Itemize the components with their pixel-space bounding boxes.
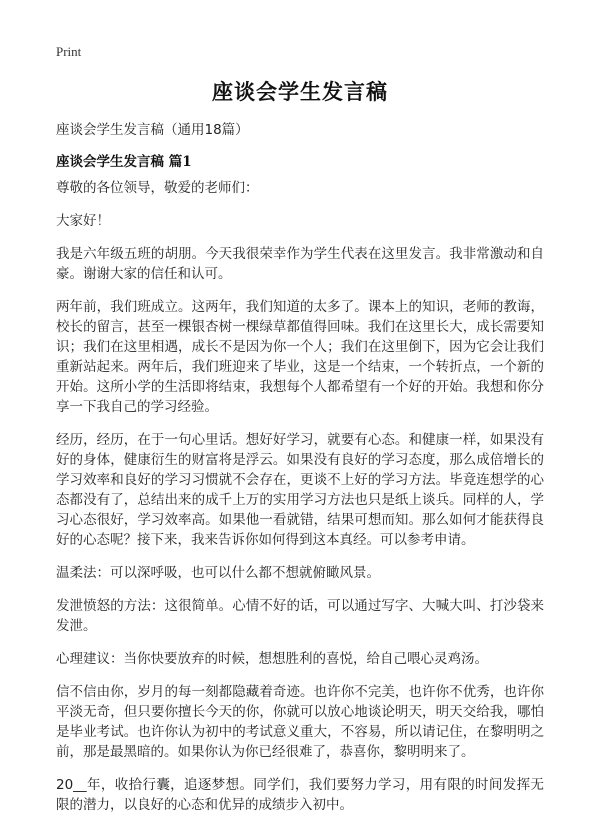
paragraph: 信不信由你，岁月的每一刻都隐藏着奇迹。也许你不完美，也许你不优秀，也许你平淡无奇，但只要你擅长今天的你，你就可以放心地谈论明天，明天交给我，哪怕是毕业考试。也许你认为初中的考试意义重大，不容易，所以请记住，在黎明明之前，那是最黑暗的。如果你认为你已经很难了，恭喜你，黎明明来了。	[56, 684, 544, 760]
print-link[interactable]: Print	[56, 44, 82, 59]
document-subtitle: 座谈会学生发言稿（通用18篇）	[56, 122, 249, 138]
section-heading: 座谈会学生发言稿 篇1	[56, 154, 192, 170]
paragraph-closing: 20__年，收拾行囊，追逐梦想。同学们，我们要努力学习，用有限的时间发挥无限的潜力，以良好的心态和优异的成绩步入初中。	[56, 777, 544, 813]
paragraph: 发泄愤怒的方法：这很简单。心情不好的话，可以通过写字、大喊大叫、打沙袋来发泄。	[56, 598, 544, 634]
paragraph: 两年前，我们班成立。这两年，我们知道的太多了。课本上的知识，老师的教诲，校长的留言，甚至一棵银杏树一棵绿草都值得回味。我们在这里长大，成长需要知识；我们在这里相遇，成长不是因为你一个人；我们在这里倒下，因为它会让我们重新站起来。两年后，我们班迎来了毕业，这是一个结束，一个转折点，一个新的开始。这所小学的生活即将结束，我想每个人都希望有一个好的开始。我想和你分享一下我自己的学习经验。	[56, 299, 544, 415]
paragraph-greeting: 大家好！	[56, 213, 110, 229]
paragraph: 温柔法：可以深呼吸，也可以什么都不想就俯瞰风景。	[56, 565, 380, 581]
paragraph: 我是六年级五班的胡朋。今天我很荣幸作为学生代表在这里发言。我非常激动和自豪。谢谢大家的信任和认可。	[56, 246, 544, 282]
page-title: 座谈会学生发言稿	[212, 80, 388, 104]
paragraph-salutation: 尊敬的各位领导，敬爱的老师们：	[56, 180, 259, 196]
article-body	[56, 178, 544, 828]
paragraph: 经历，经历，在于一句心里话。想好好学习，就要有心态。和健康一样，如果没有好的身体，健康衍生的财富将是浮云。如果没有良好的学习态度，那么成倍增长的学习效率和良好的学习习惯就不会存在，更谈不上好的学习方法。毕竟连想学的心态都没有了，总结出来的成千上万的实用学习方法也只是纸上谈兵。同样的人，学习心态很好，学习效率高。如果他一看就错，结果可想而知。那么如何才能获得良好的心态呢？接下来，我来告诉你如何得到这本真经。可以参考申请。	[56, 432, 544, 548]
paragraph: 心理建议：当你快要放弃的时候，想想胜利的喜悦，给自己喂心灵鸡汤。	[56, 651, 488, 667]
